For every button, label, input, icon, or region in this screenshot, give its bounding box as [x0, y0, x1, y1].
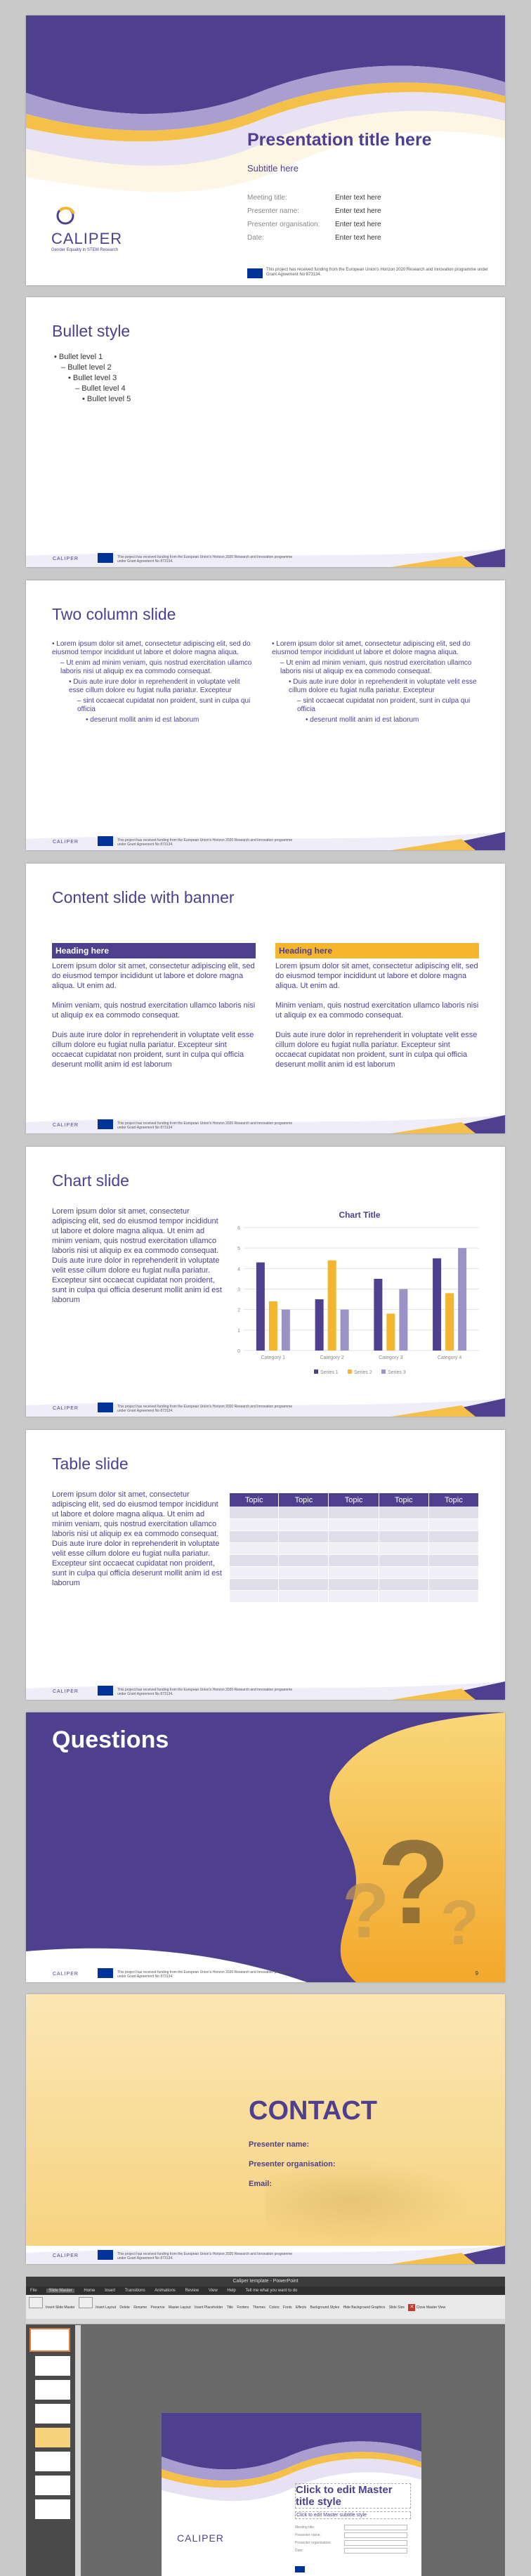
paragraph: Minim veniam, quis nostrud exercitation ullamco laboris nisi ut aliquip ex ea commodo consequat. [52, 1001, 256, 1020]
bar [399, 1289, 407, 1351]
bullet-list [54, 352, 131, 405]
heading-banner-yellow: Heading here [275, 943, 479, 958]
funding-text: This project has received funding from the European Union's Horizon 2020 Research and Innovation programme under Grant Agreement No 873134. [117, 1970, 293, 1979]
preserve-button[interactable]: Preserve [150, 2305, 165, 2310]
slide-size-button[interactable]: Slide Size [388, 2305, 405, 2310]
slide-title [26, 15, 505, 285]
eu-flag [98, 1119, 113, 1129]
footer-logo: CALIPER [53, 1123, 79, 1128]
y-tick-label: 4 [237, 1267, 240, 1273]
y-tick-label: 6 [237, 1226, 240, 1231]
bar [282, 1310, 290, 1351]
slide-table [26, 1430, 505, 1700]
slide-contact [26, 1994, 505, 2264]
questions-title: Questions [52, 1726, 169, 1753]
x-tick-label: Category 2 [320, 1355, 344, 1360]
table-description: Lorem ipsum dolor sit amet, consectetur adipiscing elit, sed do eiusmod tempor incididunt ut labore et dolore magna aliqua. Ut enim ad minim veniam, quis nostrud exercitation ullamco laboris nisi ut aliquip ex ea commodo consequat. Duis aute irure dolor in reprehenderit in voluptate velit esse cillum dolore eu fugiat nulla pariatur. Excepteur sint occaecat cupidatat non proident, sunt in culpa qui officia deserunt mollit anim id est laborum [52, 1490, 222, 1587]
slide-bullets [26, 297, 505, 567]
funding-text: This project has received funding from the European Union's Horizon 2020 Research and Innovation programme under Grant Agreement No 873134. [117, 2252, 293, 2260]
rename-button[interactable]: Rename [133, 2305, 148, 2310]
menu-review[interactable]: Review [185, 2289, 199, 2293]
editing-canvas[interactable] [81, 2325, 505, 2576]
y-tick-label: 5 [237, 1247, 240, 1252]
table-row [230, 1542, 479, 1554]
contact-label: Presenter organisation: [249, 2160, 336, 2168]
slide-footer [26, 549, 505, 567]
legend-swatch [381, 1370, 386, 1374]
y-tick-label: 3 [237, 1287, 240, 1293]
table-header: Topic [428, 1493, 478, 1507]
table-row [230, 1518, 479, 1530]
bullet-level-1: • Bullet level 1 [54, 353, 103, 361]
table-row [230, 1590, 479, 1602]
legend-label: Series 1 [320, 1370, 339, 1375]
title-checkbox[interactable]: Title [226, 2305, 233, 2310]
slide-title: Chart slide [52, 1171, 129, 1190]
footers-checkbox[interactable]: Footers [237, 2305, 249, 2310]
thumbnail-layout[interactable] [35, 2499, 70, 2519]
paragraph: Lorem ipsum dolor sit amet, consectetur adipiscing elit, sed do eiusmod tempor incididunt ut labore et dolore magna aliqua. Ut enim ad. [52, 962, 255, 990]
logo-text: CALIPER [51, 230, 123, 247]
tell-me-search[interactable]: Tell me what you want to do [245, 2289, 298, 2293]
table-header: Topic [279, 1493, 329, 1507]
menu-view[interactable]: View [208, 2289, 218, 2293]
slide-banner [26, 864, 505, 1133]
logo-tagline: Gender Equality in STEM Research [51, 248, 119, 252]
bar [386, 1314, 395, 1351]
thumbnail-layout[interactable] [35, 2428, 70, 2447]
slide-footer [26, 832, 505, 850]
footer-logo: CALIPER [53, 2253, 79, 2258]
logo-icon [51, 205, 79, 226]
bar [341, 1310, 349, 1351]
bar [256, 1263, 265, 1351]
table-header: Topic [379, 1493, 428, 1507]
meta-row: Presenter name: Enter text here [247, 207, 381, 215]
close-master-view-button[interactable]: ✕ Close Master View [408, 2305, 445, 2310]
slide-title: Bullet style [52, 322, 131, 340]
master-slide-preview[interactable] [162, 2413, 421, 2576]
funding-text: This project has received funding from the European Union's Horizon 2020 Research and Innovation programme under Grant Agreement No 873134. [117, 555, 293, 564]
master-fields [295, 2524, 414, 2555]
column-left [52, 640, 256, 724]
heading-banner-purple: Heading here [52, 943, 256, 958]
bullet-level-4: – Bullet level 4 [75, 384, 126, 393]
col-level-4: – sint occaecat cupidatat non proident, sunt in culpa qui officia [297, 697, 471, 713]
bar [445, 1293, 454, 1351]
vertical-ruler [75, 2325, 81, 2576]
bar [328, 1261, 336, 1351]
bullet-level-3: • Bullet level 3 [68, 374, 117, 382]
question-mark-large: ? [377, 1816, 450, 1949]
eu-flag [247, 268, 263, 278]
bar [269, 1301, 277, 1351]
subtitle: Subtitle here [247, 163, 299, 174]
bar [433, 1258, 441, 1351]
master-logo: CALIPER [177, 2532, 224, 2544]
paragraph: Lorem ipsum dolor sit amet, consectetur adipiscing elit, sed do eiusmod tempor incididunt ut labore et dolore magna aliqua. Ut enim ad. [275, 962, 478, 990]
paragraph: Duis aute irure dolor in reprehenderit in voluptate velit esse cillum dolore eu fugiat nulla pariatur. Excepteur sint occaecat cupidatat non proident, sunt in culpa qui officia deserunt mollit anim id est laborum [52, 1031, 254, 1069]
meta-fields [247, 191, 381, 245]
thumbnail-layout[interactable] [35, 2404, 70, 2424]
menu-animations[interactable]: Animations [155, 2289, 176, 2293]
col-level-1: • Lorem ipsum dolor sit amet, consectetur adipiscing elit, sed do eiusmod tempor incididunt ut labore et dolore magna aliqua. [52, 640, 251, 656]
bar-chart [230, 1206, 490, 1382]
data-table [230, 1493, 479, 1603]
legend-label: Series 2 [354, 1370, 372, 1375]
y-tick-label: 2 [237, 1308, 240, 1313]
title-bar: Caliper template - PowerPoint [26, 2277, 505, 2286]
x-tick-label: Category 3 [379, 1355, 403, 1360]
col-level-5: • deserunt mollit anim id est laborum [86, 716, 199, 724]
bar [458, 1248, 466, 1351]
eu-flag [98, 1403, 113, 1412]
slide-title: Two column slide [52, 605, 176, 623]
funding-text: This project has received funding from the European Union's Horizon 2020 Research and Innovation programme under Grant Agreement No 873134. [117, 1688, 293, 1696]
slide-questions [26, 1712, 505, 1982]
legend-swatch [314, 1370, 318, 1374]
table-row [230, 1530, 479, 1542]
col-level-3: • Duis aute irure dolor in reprehenderit in voluptate velit esse cillum dolore eu fugiat nulla pariatur. Excepteur [289, 678, 477, 694]
footer-logo: CALIPER [53, 840, 79, 845]
ribbon [26, 2295, 505, 2319]
insert-slide-master-button[interactable]: Insert Slide Master [29, 2305, 75, 2310]
table-row [230, 1578, 479, 1590]
meta-row: Date: Enter text here [247, 234, 381, 242]
master-field-row[interactable]: Date: [295, 2547, 414, 2555]
slide-footer [26, 1115, 505, 1133]
question-mark-small: ? [342, 1868, 390, 1954]
thumbnail-layout[interactable] [35, 2356, 70, 2376]
bullet-level-5: • Bullet level 5 [82, 395, 131, 403]
meta-row: Meeting title: Enter text here [247, 194, 381, 202]
column-right [275, 943, 479, 1069]
close-master-icon: ✕ [408, 2304, 415, 2311]
thumbnail-master[interactable] [29, 2328, 70, 2352]
layout-icon [79, 2297, 93, 2308]
slide-footer [26, 1398, 505, 1417]
menu-home[interactable]: Home [84, 2289, 96, 2293]
bullet-level-2: – Bullet level 2 [61, 363, 112, 372]
slide-title: Table slide [52, 1455, 129, 1473]
funding-text: This project has received funding from the European Union's Horizon 2020 Research and Innovation programme under Grant Agreement No 873134. [117, 838, 293, 847]
eu-flag [295, 2566, 305, 2572]
slide-chart [26, 1147, 505, 1417]
background-styles-button[interactable]: Background Styles [310, 2305, 340, 2310]
legend-swatch [348, 1370, 352, 1374]
slide-two-column [26, 580, 505, 850]
slide-title: Content slide with banner [52, 888, 235, 906]
column-right [272, 640, 479, 724]
caliper-logo [51, 205, 122, 252]
footer-logo: CALIPER [53, 1689, 79, 1694]
master-subtitle-placeholder[interactable]: Click to edit Master subtitle style [295, 2511, 411, 2519]
contact-label: Presenter name: [249, 2140, 310, 2149]
master-layout-button[interactable]: Master Layout [168, 2305, 191, 2310]
meta-row: Presenter organisation: Enter text here [247, 221, 381, 228]
footer-logo: CALIPER [53, 557, 79, 561]
x-tick-label: Category 4 [438, 1355, 462, 1360]
master-field-row[interactable]: Presenter name: [295, 2532, 414, 2539]
col-level-2: – Ut enim ad minim veniam, quis nostrud exercitation ullamco laboris nisi ut aliquip ex ea commodo consequat. [280, 659, 472, 675]
thumbnail-pane[interactable] [26, 2325, 75, 2576]
legend-label: Series 3 [388, 1370, 406, 1375]
page-number: 9 [475, 1970, 478, 1977]
col-level-5: • deserunt mollit anim id est laborum [306, 716, 419, 724]
menu-help[interactable]: Help [227, 2289, 236, 2293]
bar [315, 1299, 324, 1351]
col-level-4: – sint occaecat cupidatat non proident, sunt in culpa qui officia [77, 697, 251, 713]
footer-logo: CALIPER [53, 1972, 79, 1977]
eu-flag [98, 553, 113, 563]
y-tick-label: 0 [237, 1349, 240, 1354]
chart-description: Lorem ipsum dolor sit amet, consectetur adipiscing elit, sed do eiusmod tempor incididunt ut labore et dolore magna aliqua. Ut enim ad minim veniam, quis nostrud exercitation ullamco laboris nisi ut aliquip ex ea commodo consequat. Duis aute irure dolor in reprehenderit in voluptate velit esse cillum dolore eu fugiat nulla pariatur. Excepteur sint occaecat cupidatat non proident, sunt in culpa qui officia deserunt mollit anim id est laborum [52, 1207, 222, 1304]
table-header: Topic [230, 1493, 279, 1507]
insert-layout-button[interactable]: Insert Layout [79, 2305, 116, 2310]
footer-logo: CALIPER [53, 1406, 79, 1411]
ruler [26, 2319, 505, 2324]
master-title-placeholder[interactable]: Click to edit Master title style [295, 2483, 411, 2509]
effects-button[interactable]: Effects [295, 2305, 307, 2310]
y-tick-label: 1 [237, 1328, 240, 1334]
contact-label: Email: [249, 2180, 273, 2188]
table-row [230, 1566, 479, 1578]
thumbnail-layout[interactable] [35, 2380, 70, 2400]
slide-footer [26, 2246, 505, 2264]
question-mark-tiny: ? [440, 1888, 479, 1958]
col-level-1: • Lorem ipsum dolor sit amet, consectetur adipiscing elit, sed do eiusmod tempor incididunt ut labore et dolore magna aliqua. [272, 640, 471, 656]
table-row [230, 1507, 479, 1518]
powerpoint-window [26, 2277, 505, 2576]
funding-text: This project has received funding from the European Union's Horizon 2020 Research and Innovation programme under Grant Agreement No 873134. [117, 1121, 293, 1130]
x-tick-label: Category 1 [261, 1355, 285, 1360]
master-field-row[interactable]: Presenter organisation: [295, 2539, 414, 2547]
presentation-title: Presentation title here [247, 130, 432, 150]
menu-slide-master[interactable]: Slide Master [46, 2289, 74, 2293]
master-field-row[interactable]: Meeting title: [295, 2524, 414, 2532]
paragraph: Duis aute irure dolor in reprehenderit in voluptate velit esse cillum dolore eu fugiat nulla pariatur. Excepteur sint occaecat cupidatat non proident, sunt in culpa qui officia deserunt mollit anim id est laborum [275, 1031, 478, 1069]
fonts-button[interactable]: Fonts [283, 2305, 292, 2310]
col-level-3: • Duis aute irure dolor in reprehenderit in voluptate velit esse cillum dolore eu fugiat nulla pariatur. Excepteur [69, 678, 240, 694]
eu-flag [98, 836, 113, 846]
menu-file[interactable]: File [30, 2289, 37, 2293]
hide-background-checkbox[interactable]: Hide Background Graphics [343, 2305, 386, 2310]
bar [374, 1279, 382, 1351]
slide-footer [26, 1681, 505, 1700]
thumbnail-layout[interactable] [35, 2476, 70, 2495]
themes-button[interactable]: Themes [252, 2305, 266, 2310]
slide-master-icon [29, 2297, 43, 2308]
contact-title: CONTACT [249, 2096, 377, 2126]
eu-flag [98, 1686, 113, 1696]
delete-button[interactable]: Delete [119, 2305, 130, 2310]
contact-fields [249, 2135, 335, 2194]
funding-text: This project has received funding from the European Union's Horizon 2020 Research and Innovation programme under Grant Agreement No 873134. [117, 1405, 293, 1413]
colors-button[interactable]: Colors [269, 2305, 280, 2310]
column-left [52, 943, 256, 1069]
chart-title: Chart Title [339, 1210, 381, 1220]
menu-insert[interactable]: Insert [105, 2289, 116, 2293]
paragraph: Minim veniam, quis nostrud exercitation ullamco laboris nisi ut aliquip ex ea commodo consequat. [275, 1001, 479, 1020]
eu-flag [98, 1968, 113, 1978]
thumbnail-layout[interactable] [35, 2452, 70, 2471]
eu-flag [98, 2250, 113, 2260]
insert-placeholder-button[interactable]: Insert Placeholder [195, 2305, 223, 2310]
table-row [230, 1554, 479, 1566]
col-level-2: – Ut enim ad minim veniam, quis nostrud exercitation ullamco laboris nisi ut aliquip ex ea commodo consequat. [60, 659, 252, 675]
table-header: Topic [329, 1493, 379, 1507]
menu-bar [26, 2286, 505, 2295]
menu-transitions[interactable]: Transitions [124, 2289, 145, 2293]
funding-text: This project has received funding from the European Union's Horizon 2020 Research and Innovation programme under Grant Agreement No 873134. [266, 268, 488, 277]
